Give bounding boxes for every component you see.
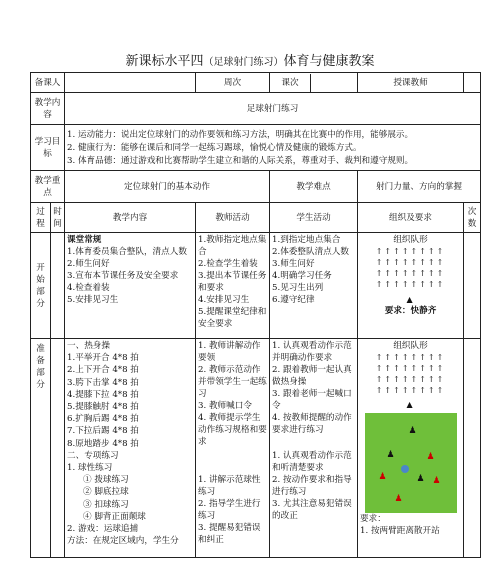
- start-teacher-item: 2.检查学生着装: [198, 259, 258, 269]
- formation-diagram: ↑↑↑↑↑↑↑↑ ↑↑↑↑↑↑↑↑ ↑↑↑↑↑↑↑↑ ↑↑↑↑↑↑↑↑ ▲: [375, 247, 446, 304]
- start-teacher-item: 5.提醒课堂纪律和安全要求: [198, 307, 267, 329]
- start-student-item: 6.遵守纪律: [272, 295, 315, 305]
- start-org-requirement: 要求：快静齐: [384, 306, 437, 316]
- prep-teacher-item: 3. 提醒易犯错误和纠正: [198, 523, 261, 545]
- prep-content-item: 方法：在规定区域内，学生分: [67, 536, 179, 547]
- start-content-item: 4.检查着装: [67, 283, 110, 293]
- prep-teacher: [196, 339, 270, 558]
- prep-content-item: 4.提膝下拉 4*8 拍: [67, 389, 139, 400]
- prep-content-item: 1.平举开合 4*8 拍: [67, 353, 139, 364]
- start-org-title: 组织队形: [393, 235, 428, 245]
- player-icon: ♟: [378, 472, 387, 482]
- content-label: 教学内容: [31, 93, 65, 125]
- prep-content-item: ④ 脚背正面颠球: [83, 511, 146, 522]
- prep-row: [31, 339, 481, 558]
- goal-item: 1. 运动能力：说出定位球射门的动作要领和练习方法，明确其在比赛中的作用，能够展示。: [67, 129, 414, 140]
- start-student: [270, 233, 358, 339]
- prep-org-title: 组织队形: [393, 341, 428, 351]
- key-row: [31, 171, 481, 203]
- prep-content-item: 一、热身操: [67, 341, 110, 351]
- prep-student: [270, 339, 358, 558]
- prep-organization: [358, 339, 464, 558]
- soccer-field-diagram: [365, 413, 457, 513]
- prep-student-item: 3. 跟着老师一起喊口令: [272, 389, 352, 411]
- prep-count: [464, 339, 481, 558]
- start-content-item: 5.安排见习生: [67, 295, 119, 305]
- prep-content-item: 2. 游戏：运球追捕: [67, 524, 139, 535]
- player-icon: ♟: [394, 494, 403, 504]
- col-count: 次数: [464, 203, 481, 233]
- prep-teacher-item: 3. 教师喊口令: [198, 401, 252, 411]
- prep-content-item: 5.提膝触肘 4*8 拍: [67, 402, 139, 413]
- instructor-label: 授课教师: [358, 73, 464, 93]
- goal-item: 3. 体育品德：通过游戏和比赛帮助学生建立和谐的人际关系，尊重对手、裁判和遵守规则。: [67, 155, 414, 166]
- prep-teacher-item: 1. 讲解示范球性练习: [198, 475, 261, 497]
- col-process: 过程: [31, 203, 51, 233]
- teacher-value: [65, 73, 196, 93]
- col-organization: 组织及要求: [358, 203, 464, 233]
- header-row: [31, 73, 481, 93]
- col-teacher: 教师活动: [196, 203, 270, 233]
- prep-teacher-item: 2. 指导学生进行练习: [198, 499, 261, 521]
- column-header-row: [31, 203, 481, 233]
- prep-content-item: 3.胯下击掌 4*8 拍: [67, 377, 139, 388]
- player-icon: ♟: [408, 426, 417, 436]
- prep-student-item: 1. 认真观看动作示范并明确动作要求: [272, 341, 352, 363]
- start-content-item: 3.宣布本节课任务及安全要求: [67, 271, 179, 281]
- prep-time: [51, 339, 65, 558]
- ball-icon: [401, 465, 409, 473]
- difficulty-label: 教学难点: [270, 171, 358, 203]
- start-teacher-item: 4.安排见习生: [198, 295, 250, 305]
- prep-content-item: 2.上下开合 4*8 拍: [67, 365, 139, 376]
- start-student-item: 2.体委整队清点人数: [272, 247, 349, 257]
- difficulty-value: 射门力量、方向的掌握: [358, 171, 481, 203]
- start-organization: [358, 233, 464, 339]
- prep-content-item: 8.原地踏步 4*8 拍: [67, 438, 139, 449]
- title-main: 新课标水平四: [125, 54, 204, 69]
- prep-teacher-item: 2. 教师示范动作并带领学生一起练习: [198, 365, 267, 399]
- prep-student-spacer: [272, 436, 355, 450]
- start-content-item: 1.体育委员集合整队，清点人数: [67, 247, 187, 257]
- title-end: 体育与健康教案: [283, 54, 375, 69]
- prep-content-item: ① 拨球练习: [83, 475, 129, 486]
- start-teacher-item: 3.提出本节课任务和要求: [198, 271, 267, 293]
- title-sub: （足球射门练习）: [203, 57, 284, 68]
- prep-org-requirement-item: 1. 按两臂距离散开站: [360, 526, 440, 536]
- goals-row: [31, 125, 481, 171]
- prep-student-item: 2. 按动作要求和指导进行练习: [272, 475, 352, 497]
- col-student: 学生活动: [270, 203, 358, 233]
- prep-content-item: 二、专项练习: [67, 450, 119, 461]
- prep-content-item: 7.下拉后踢 4*8 拍: [67, 426, 139, 437]
- start-count: [464, 233, 481, 339]
- start-row: [31, 233, 481, 339]
- start-student-item: 1.到指定地点集合: [272, 235, 341, 245]
- prep-content-item: 6.扩胸后踢 4*8 拍: [67, 414, 139, 425]
- prep-teacher-spacer: [198, 448, 267, 474]
- prep-org-requirement: 要求：: [360, 514, 386, 524]
- prep-content-item: 1. 球性练习: [67, 463, 113, 474]
- player-icon: ♟: [386, 450, 395, 460]
- start-label: 开始部分: [31, 233, 51, 339]
- goals-label: 学习目标: [31, 125, 65, 171]
- prep-label: 准备部分: [31, 339, 51, 558]
- key-value: 定位球射门的基本动作: [65, 171, 270, 203]
- goal-item: 2. 健康行为：能够在课后和同学一起练习踢球，愉悦心情及健康的锻炼方式。: [67, 142, 362, 153]
- prep-content-item: ② 脚底拉球: [83, 487, 129, 498]
- prep-teacher-item: 1. 教师讲解动作要领: [198, 341, 261, 363]
- key-label: 教学重点: [31, 171, 65, 203]
- player-icon: ♟: [432, 476, 441, 486]
- prep-formation-diagram: ↑↑↑↑↑↑↑↑ ↑↑↑↑↑↑↑↑ ↑↑↑↑↑↑↑↑ ↑↑↑↑↑↑↑↑ ▲: [375, 353, 446, 409]
- lesson-label: 课次: [281, 77, 299, 88]
- lesson-plan-table: [30, 72, 481, 558]
- lesson-cell: [270, 73, 358, 93]
- start-student-item: 3.师生问好: [272, 259, 315, 269]
- start-teacher: [196, 233, 270, 339]
- instructor-value: [464, 73, 481, 93]
- prep-student-item: 4. 按教师提醒的动作要求进行练习: [272, 413, 352, 435]
- week-label: 周次: [196, 73, 270, 93]
- goals-list: [65, 125, 481, 171]
- start-teacher-item: 1.教师指定地点集合: [198, 235, 267, 257]
- start-student-item: 4.明确学习任务: [272, 271, 332, 281]
- content-value: 足球射门练习: [65, 93, 481, 125]
- prep-student-item: 3. 尤其注意易犯错误的改正: [272, 499, 352, 521]
- start-student-item: 5.见习生出列: [272, 283, 324, 293]
- start-content-title: 课堂常规: [67, 235, 102, 245]
- prep-student-item: 1. 认真观看动作示范和听清楚要求: [272, 451, 352, 473]
- teacher-label: 备课人: [31, 73, 65, 93]
- player-icon: ♟: [426, 452, 435, 462]
- col-content: 教学内容: [65, 203, 196, 233]
- prep-student-item: 2. 跟着教师一起认真做热身操: [272, 365, 352, 387]
- prep-content: [65, 339, 196, 558]
- start-time: [51, 233, 65, 339]
- col-time: 时间: [51, 203, 65, 233]
- start-content: [65, 233, 196, 339]
- start-content-item: 2.师生问好: [67, 259, 110, 269]
- lesson-value: [310, 74, 357, 92]
- page-title: [0, 50, 500, 69]
- player-icon: ♟: [416, 474, 425, 484]
- prep-content-item: ③ 扣球练习: [83, 499, 129, 510]
- prep-teacher-item: 4. 教师提示学生动作练习规格和要求: [198, 413, 267, 447]
- content-row: [31, 93, 481, 125]
